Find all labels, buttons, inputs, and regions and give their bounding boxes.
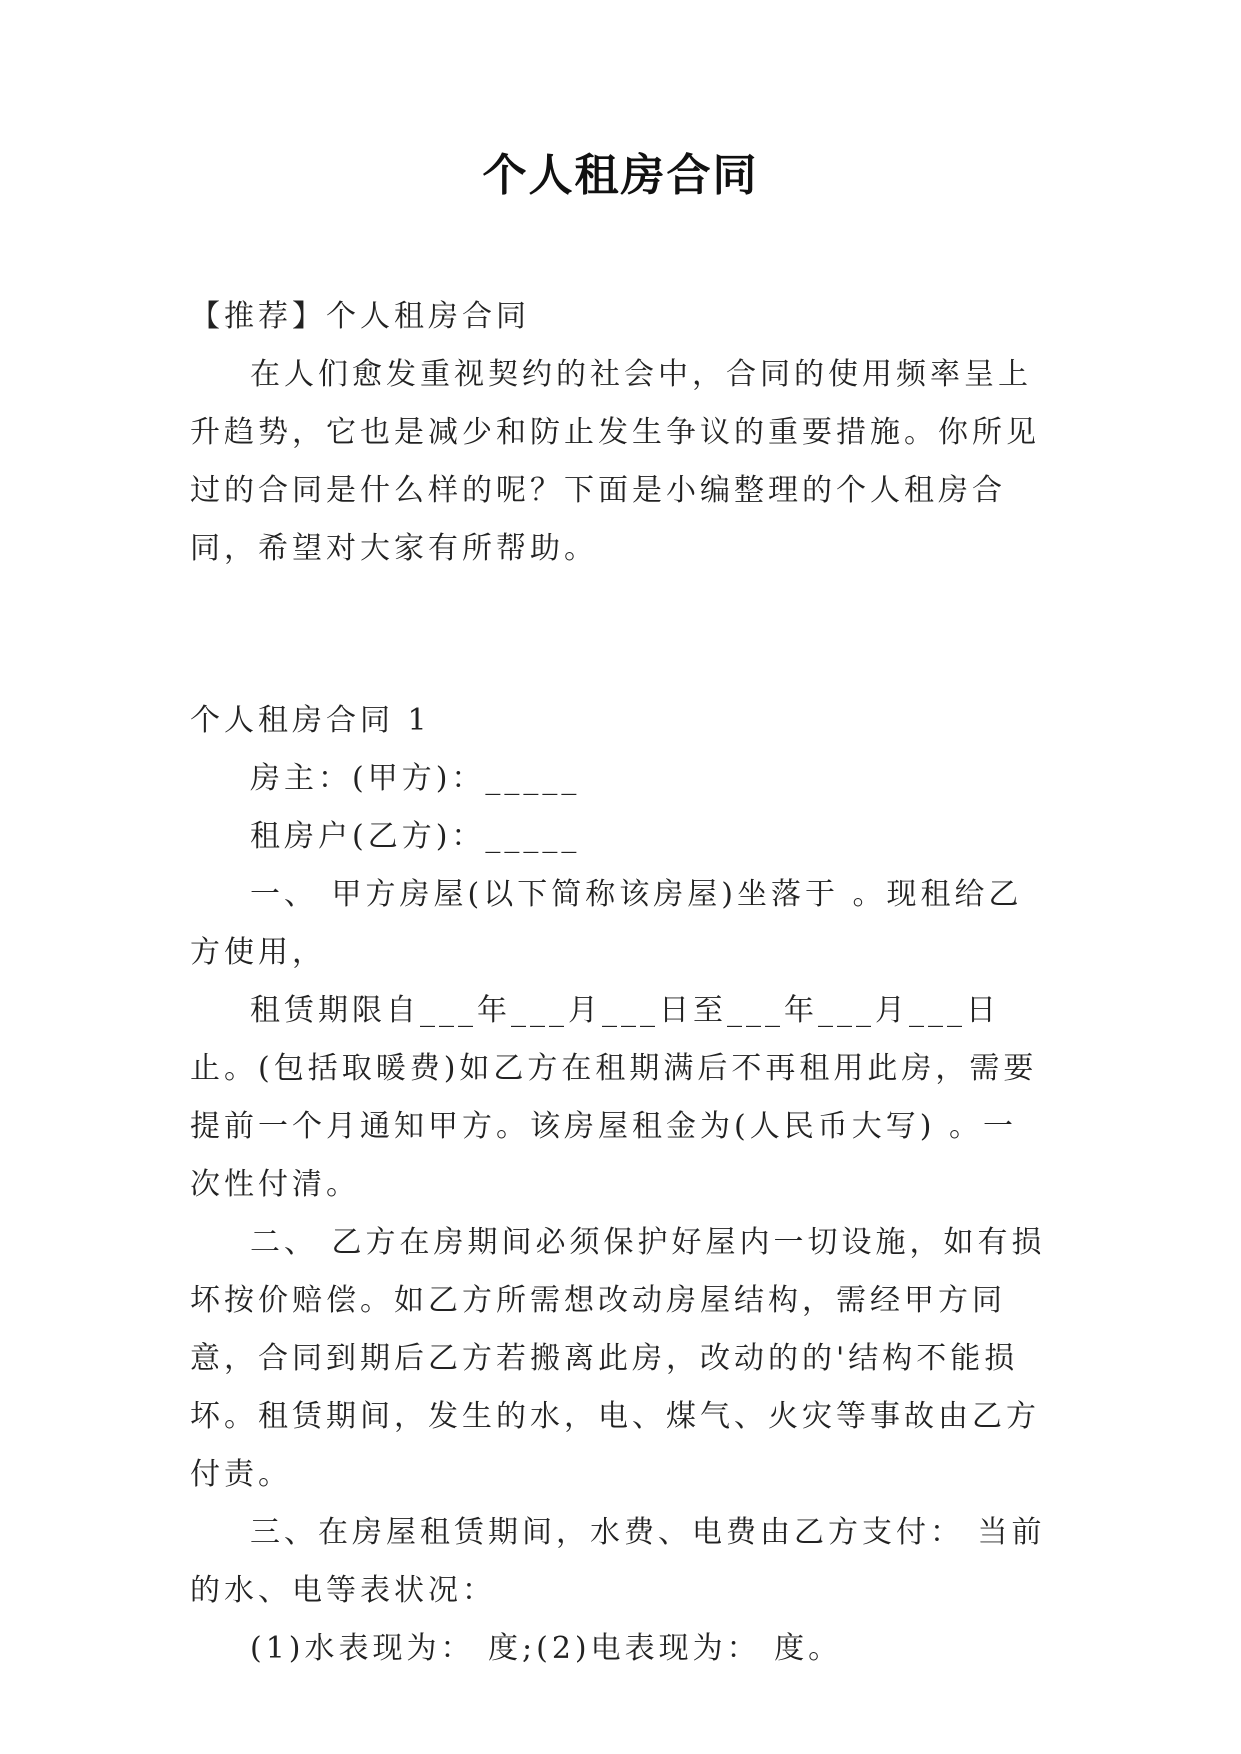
- contract-section: [190, 692, 1050, 1678]
- lease-term-clause: 租赁期限自___年___月___日至___年___月___日止。(包括取暖费)如乙方在租期满后不再租用此房，需要提前一个月通知甲方。该房屋租金为(人民币大写) 。一次性付清。: [190, 993, 1038, 1202]
- meter-readings: (1)水表现为： 度;(2)电表现为： 度。: [250, 1631, 843, 1666]
- clause-one: 一、 甲方房屋(以下简称该房屋)坐落于 。现租给乙方使用，: [190, 877, 1023, 970]
- intro-section: [190, 288, 1050, 578]
- section-title: 个人租房合同 1: [190, 703, 431, 738]
- recommend-line: 【推荐】个人租房合同: [190, 299, 530, 334]
- clause-two: 二、 乙方在房期间必须保护好屋内一切设施，如有损坏按价赔偿。如乙方所需想改动房屋结构，需经甲方同意，合同到期后乙方若搬离此房，改动的的'结构不能损坏。租赁期间，发生的水，电、煤气、火灾等事故由乙方付责。: [190, 1225, 1046, 1492]
- clause-three: 三、在房屋租赁期间，水费、电费由乙方支付： 当前的水、电等表状况：: [190, 1515, 1046, 1608]
- tenant-line: 租房户(乙方)：_____: [250, 819, 581, 854]
- intro-paragraph: 在人们愈发重视契约的社会中，合同的使用频率呈上升趋势，它也是减少和防止发生争议的重要措施。你所见过的合同是什么样的呢？下面是小编整理的个人租房合同，希望对大家有所帮助。: [190, 357, 1040, 566]
- landlord-line: 房主：(甲方)：_____: [250, 761, 581, 796]
- document-title: 个人租房合同: [482, 150, 759, 201]
